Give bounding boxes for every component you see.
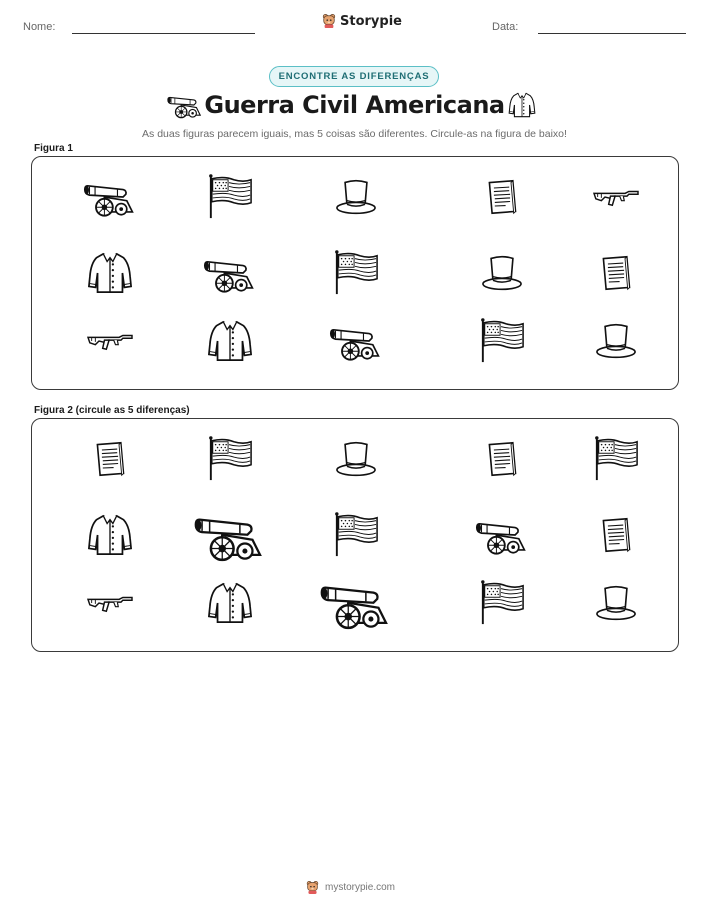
brand [322, 13, 402, 29]
date-field[interactable] [538, 33, 686, 34]
date-label: Data: [492, 21, 519, 33]
name-field[interactable] [72, 33, 255, 34]
figure-1-flag-icon[interactable] [206, 174, 254, 220]
activity-badge: ENCONTRE AS DIFERENÇAS [269, 66, 439, 87]
figure-2-flag-icon[interactable] [478, 580, 526, 626]
figure-2-flag-icon[interactable] [332, 512, 380, 558]
figure-1-flag-icon[interactable] [332, 250, 380, 296]
figure-1-document-icon[interactable] [598, 253, 634, 293]
figure-2-cannon-icon[interactable] [192, 505, 268, 564]
figure-1-rifle-icon[interactable] [85, 330, 135, 352]
figure-2-flag-icon[interactable] [206, 436, 254, 482]
figure-2-coat-icon[interactable] [87, 512, 133, 558]
figure-2-label: Figura 2 (circule as 5 diferenças) [34, 405, 190, 416]
figure-2-flag-icon[interactable] [592, 436, 640, 482]
figure-1-cannon-icon[interactable] [328, 319, 384, 363]
figure-1-hat-icon[interactable] [480, 253, 524, 293]
figure-1-coat-icon[interactable] [87, 250, 133, 296]
footer [306, 880, 395, 895]
figure-1-label: Figura 1 [34, 143, 73, 154]
figure-1-panel [31, 156, 679, 390]
brand-name: Storypie [340, 13, 402, 29]
figure-1-document-icon[interactable] [484, 177, 520, 217]
figure-1-hat-icon[interactable] [594, 321, 638, 361]
instructions: As duas figuras parecem iguais, mas 5 coisas são diferentes. Circule-as na figura de baixo! [142, 128, 567, 140]
page-title: Guerra Civil Americana [204, 91, 505, 119]
figure-2-cannon-icon[interactable] [474, 513, 530, 557]
footer-url: mystorypie.com [325, 882, 396, 893]
figure-2-document-icon[interactable] [484, 439, 520, 479]
name-label: Nome: [23, 21, 56, 33]
figure-1-cannon-icon[interactable] [82, 175, 138, 219]
figure-2-document-icon[interactable] [598, 515, 634, 555]
figure-2-hat-icon[interactable] [334, 439, 378, 479]
figure-2-hat-icon[interactable] [594, 583, 638, 623]
coat-icon [508, 90, 536, 120]
storypie-logo-icon [306, 880, 319, 895]
figure-1-coat-icon[interactable] [207, 318, 253, 364]
figure-2-document-icon[interactable] [92, 439, 128, 479]
figure-1-hat-icon[interactable] [334, 177, 378, 217]
figure-2-rifle-icon[interactable] [85, 592, 135, 614]
figure-1-cannon-icon[interactable] [202, 251, 258, 295]
figure-1-rifle-icon[interactable] [591, 186, 641, 208]
figure-2-panel [31, 418, 679, 652]
figure-1-flag-icon[interactable] [478, 318, 526, 364]
figure-2-cannon-icon[interactable] [318, 573, 394, 632]
storypie-logo-icon [322, 13, 336, 29]
figure-2-coat-icon[interactable] [207, 580, 253, 626]
